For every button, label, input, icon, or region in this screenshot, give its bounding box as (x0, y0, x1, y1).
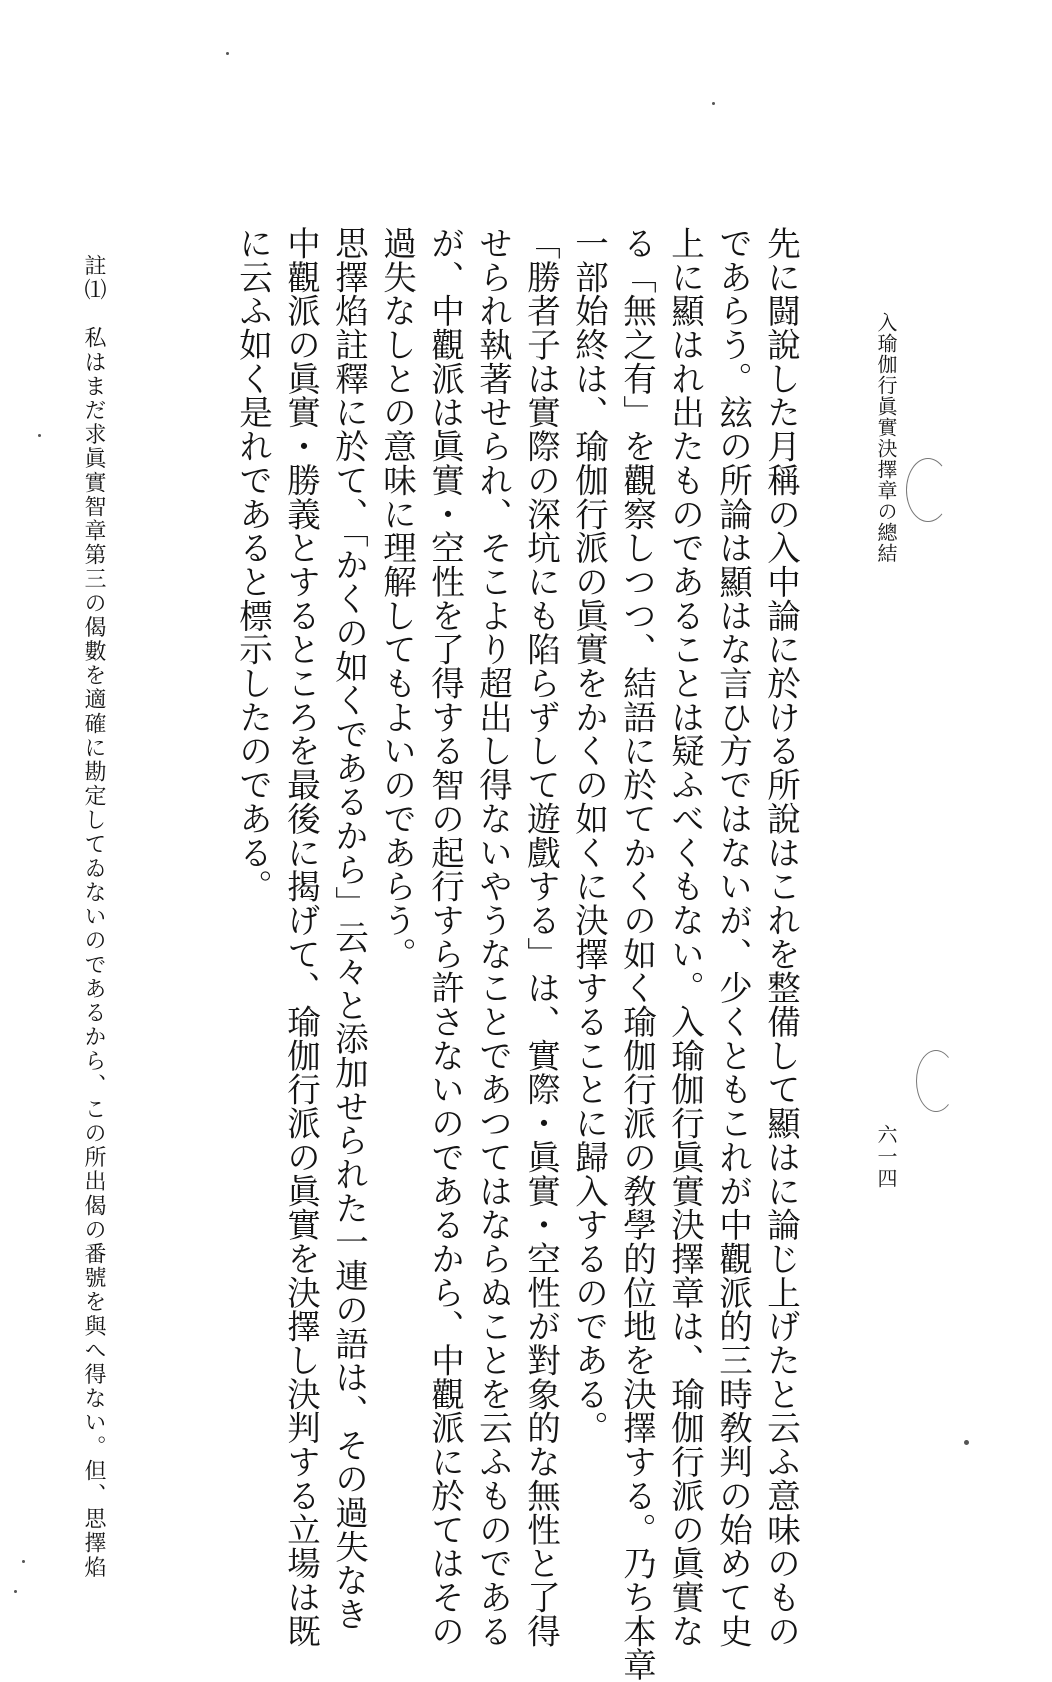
body-line-12: に云ふ如く是れであると標示したのである。 (233, 226, 273, 903)
body-line-7: せられ執著せられ、そこより超出し得ないやうなことであつてはならぬことを云ふものである (473, 226, 513, 1648)
body-line-8: が、中觀派は眞實・空性を了得する智の起行すら許さないのであるから、中觀派に於てはその (425, 226, 465, 1648)
body-line-1: 先に闘說した月稱の入中論に於ける所說はこれを整備して顯はに論じ上げたと云ふ意味のもの (761, 226, 801, 1648)
body-line-5: 一部始終は、瑜伽行派の眞實をかくの如くに決擇することに歸入するのである。 (569, 226, 609, 1445)
body-line-10: 思擇焰註釋に於て、「かくの如くであるから」云々と添加せられた一連の語は、その過失なき (329, 226, 369, 1631)
page-number: 六一四 (874, 1124, 898, 1190)
footnote-line: 註⑴ 私はまだ求眞實智章第三の偈數を適確に勘定してゐないのであるから、この所出偈の番號を與へ得ない。但、思擇焰 (81, 254, 106, 1580)
body-line-2: であらう。玆の所論は顯はな言ひ方ではないが、少くともこれが中觀派的三時敎判の始めて史 (713, 226, 753, 1648)
body-line-11: 中觀派の眞實・勝義とするところを最後に揭げて、瑜伽行派の眞實を決擇し決判する立場は既 (281, 226, 321, 1648)
scan-speck (38, 434, 41, 437)
body-line-6: 「勝者子は實際の深坑にも陷らずして遊戲する」は、實際・眞實・空性が對象的な無性と了得 (521, 226, 561, 1648)
scan-speck (22, 1560, 25, 1563)
binding-hole-mark (916, 1050, 956, 1112)
scan-speck (712, 102, 715, 105)
scan-speck (14, 1590, 17, 1593)
binding-hole-mark (906, 458, 950, 522)
body-line-3: 上に顯はれ出たものであることは疑ふべくもない。入瑜伽行眞實決擇章は、瑜伽行派の眞實な (665, 226, 705, 1648)
body-line-9: 過失なしとの意味に理解してもよいのであらう。 (377, 226, 417, 971)
body-line-4: る「無之有」を觀察しつつ、結語に於てかくの如く瑜伽行派の敎學的位地を決擇する。乃ち本章 (617, 226, 657, 1682)
scan-speck (226, 52, 229, 55)
scan-speck (964, 1440, 969, 1445)
running-title: 入瑜伽行眞實決擇章の總結 (874, 312, 898, 564)
